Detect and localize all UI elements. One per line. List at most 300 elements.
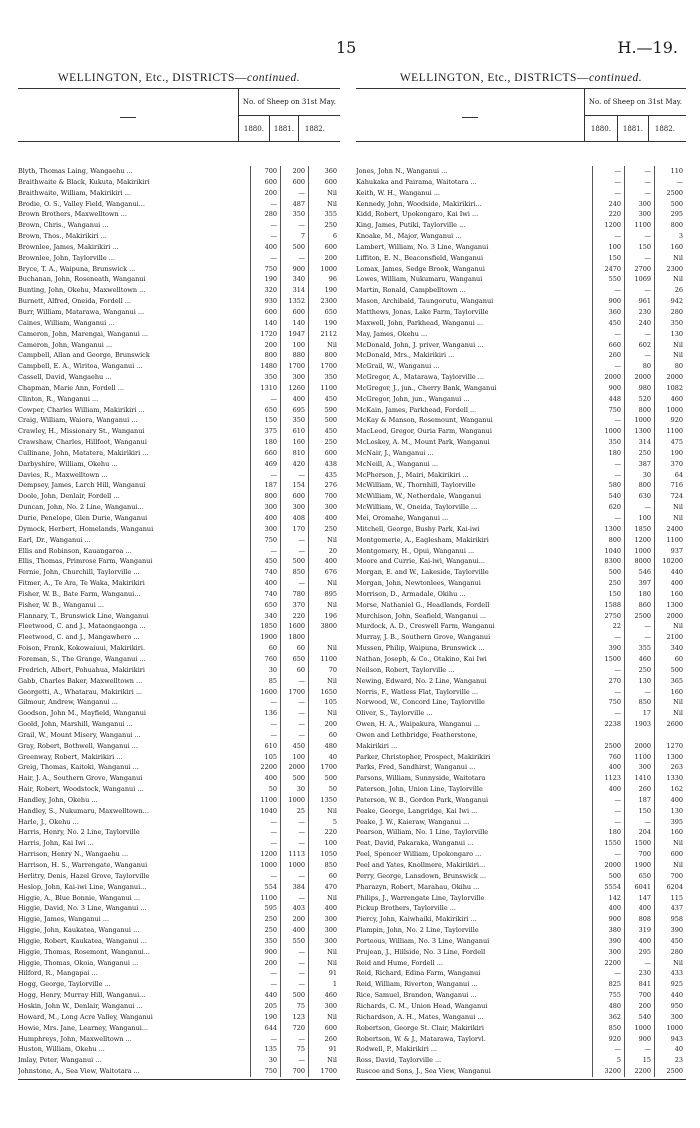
table-row <box>18 860 340 871</box>
sheep-1882: 3800 <box>308 621 340 632</box>
sheep-1881: 1260 <box>280 383 308 394</box>
table-row <box>18 730 340 741</box>
sheep-1881: 240 <box>624 318 654 329</box>
sheep-1881: 1000 <box>624 1023 654 1034</box>
sheep-1882: 958 <box>654 914 686 925</box>
sheep-1880: 750 <box>592 697 624 708</box>
sheep-1882: 200 <box>308 253 340 264</box>
sheep-1882: Nil <box>654 350 686 361</box>
owner-name: Neilson, Robert, Taylorville ... <box>356 665 455 674</box>
sheep-1880: 595 <box>250 903 280 914</box>
sheep-1881: 400 <box>624 936 654 947</box>
sheep-1882: 700 <box>654 871 686 882</box>
sheep-1882: Nil <box>654 838 686 849</box>
sheep-1880: 1040 <box>250 806 280 817</box>
table-row <box>356 274 686 285</box>
sheep-1882: 110 <box>654 166 686 177</box>
sheep-1880: 660 <box>250 448 280 459</box>
sheep-1882: 1270 <box>654 741 686 752</box>
year-columns <box>585 89 686 141</box>
sheep-1880: 660 <box>592 340 624 351</box>
sheep-1882: 937 <box>654 546 686 557</box>
sheep-1880: 270 <box>592 676 624 687</box>
sheep-1880: — <box>250 199 280 210</box>
table-row <box>356 882 686 893</box>
sheep-1880: — <box>250 470 280 481</box>
sheep-1882: 440 <box>654 567 686 578</box>
sheep-1880: 400 <box>250 773 280 784</box>
sheep-1881: — <box>280 838 308 849</box>
sheep-1882: 2400 <box>654 524 686 535</box>
table-row <box>356 502 686 513</box>
table-row <box>356 925 686 936</box>
owner-name: Moore and Currie, Kai-iwi, Wanganui... <box>356 557 485 566</box>
sheep-1881: — <box>624 166 654 177</box>
table-row <box>18 882 340 893</box>
sheep-1880: 1850 <box>250 621 280 632</box>
sheep-1880: 250 <box>250 925 280 936</box>
table-row <box>356 567 686 578</box>
sheep-1881: 500 <box>280 556 308 567</box>
table-row <box>18 448 340 459</box>
table-row <box>18 253 340 264</box>
owner-name: Howard, M., Long Acre Valley, Wanganui <box>18 1012 153 1021</box>
table-row <box>356 535 686 546</box>
sheep-1882: 60 <box>654 654 686 665</box>
sheep-1880: 900 <box>592 914 624 925</box>
owner-name: Reid, William, Riverton, Wanganui ... <box>356 980 478 989</box>
sheep-1880: 180 <box>250 437 280 448</box>
sheep-1882: 2600 <box>654 719 686 730</box>
sheep-1882: 60 <box>308 871 340 882</box>
sheep-1881: 300 <box>624 209 654 220</box>
sheep-1881: 230 <box>624 968 654 979</box>
sheep-1881: 295 <box>624 947 654 958</box>
sheep-1881: — <box>280 893 308 904</box>
year-1880: 1880. <box>585 116 618 141</box>
table-row <box>18 947 340 958</box>
owner-name: McGrail, W., Wanganui ... <box>356 362 440 371</box>
table-row <box>18 1023 340 1034</box>
sheep-1881: 200 <box>280 914 308 925</box>
owner-name: Howie, Mrs. Jane, Learney, Wanganui... <box>18 1023 149 1032</box>
sheep-1881: 187 <box>624 795 654 806</box>
sheep-1881: 6041 <box>624 882 654 893</box>
sheep-1882: 1330 <box>654 773 686 784</box>
sheep-1882: 96 <box>308 274 340 285</box>
table-row <box>356 741 686 752</box>
sheep-1882: 460 <box>654 394 686 405</box>
sheep-1881: 15 <box>624 1055 654 1066</box>
owner-name: Johnstone, A., Sea View, Waitotara ... <box>18 1067 140 1076</box>
sheep-1881: — <box>624 231 654 242</box>
sheep-1880: 150 <box>592 253 624 264</box>
sheep-1880: 50 <box>250 784 280 795</box>
sheep-1880: 200 <box>250 340 280 351</box>
owner-name: Hoskin, John W., Denlair, Wanganui ... <box>18 1001 143 1010</box>
sheep-1881: 340 <box>280 274 308 285</box>
table-bottom-rule <box>18 1079 340 1080</box>
sheep-1881: 7 <box>280 231 308 242</box>
owner-name: Perry, George, Lansdown, Brunswick ... <box>356 871 487 880</box>
sheep-1881: 1000 <box>624 546 654 557</box>
sheep-1882: 250 <box>308 524 340 535</box>
sheep-1881: 1700 <box>280 687 308 698</box>
sheep-1881: — <box>624 177 654 188</box>
owner-name: Montgomery, H., Opui, Wanganui ... <box>356 546 475 555</box>
table-row <box>18 687 340 698</box>
sheep-1881: 319 <box>624 925 654 936</box>
table-row <box>356 372 686 383</box>
owner-name: Braithwaite, William, Makirikiri ... <box>18 188 132 197</box>
table-row <box>18 535 340 546</box>
sheep-1882: 300 <box>308 914 340 925</box>
owner-name: McNair, J., Wanganui ... <box>356 448 434 457</box>
right-column <box>356 72 686 1080</box>
sheep-1881: 220 <box>280 611 308 622</box>
sheep-1880 <box>592 730 624 741</box>
sheep-1882 <box>654 730 686 741</box>
table-row <box>356 600 686 611</box>
sheep-1881: — <box>280 817 308 828</box>
sheep-1882: Nil <box>308 676 340 687</box>
table-row <box>18 1001 340 1012</box>
owner-name: Peel and Yates, Knollmere, Makirikiri... <box>356 861 486 869</box>
sheep-1882: 1050 <box>308 849 340 860</box>
owner-name: Crawley, H., Missionary St., Wanganui <box>18 427 145 436</box>
sheep-1881: 650 <box>280 654 308 665</box>
table-row <box>18 470 340 481</box>
sheep-1882: 475 <box>654 437 686 448</box>
sheep-1880: — <box>592 1044 624 1055</box>
sheep-1882: Nil <box>308 958 340 969</box>
table-row <box>356 1055 686 1066</box>
owner-name: Paterson, John, Union Line, Taylorville <box>356 785 483 794</box>
sheep-1882: Nil <box>654 708 686 719</box>
sheep-1882: Nil <box>654 274 686 285</box>
sheep-1882: 280 <box>654 947 686 958</box>
year-columns <box>239 89 340 141</box>
sheep-1881: — <box>280 827 308 838</box>
table-row <box>18 665 340 676</box>
table-row <box>356 415 686 426</box>
table-row <box>356 893 686 904</box>
owner-name: Murdock, A. D., Creswell Farm, Wanganui <box>356 622 495 631</box>
sheep-1880: 800 <box>250 491 280 502</box>
owner-name: Peel, Spencer William, Upokongaro ... <box>356 850 482 859</box>
table-row <box>18 426 340 437</box>
sheep-1882: 276 <box>308 480 340 491</box>
sheep-1882: 115 <box>654 893 686 904</box>
table-row <box>18 285 340 296</box>
sheep-1881: 1000 <box>280 795 308 806</box>
owner-name: McDonald, John, J. priver, Wanganui ... <box>356 340 484 349</box>
sheep-1880: 1100 <box>250 795 280 806</box>
table-row <box>356 860 686 871</box>
sheep-1881: — <box>280 708 308 719</box>
table-row <box>356 556 686 567</box>
sheep-1881: 487 <box>280 199 308 210</box>
sheep-1880: 60 <box>250 643 280 654</box>
table-row <box>18 242 340 253</box>
sheep-1880: 390 <box>592 643 624 654</box>
sheep-1880: 390 <box>592 936 624 947</box>
owner-name: Goodson, John M., Mayfield, Wanganui <box>18 709 146 718</box>
sheep-1880: — <box>250 546 280 557</box>
sheep-1880: 1900 <box>250 632 280 643</box>
sheep-1881: — <box>624 817 654 828</box>
sheep-1882: Nil <box>308 340 340 351</box>
sheep-1881: 630 <box>624 491 654 502</box>
sheep-1880: — <box>592 513 624 524</box>
table-row <box>356 838 686 849</box>
owner-name: Grail, W., Mount Misery, Wanganui ... <box>18 730 141 739</box>
sheep-1882: 437 <box>654 903 686 914</box>
owner-name: Norris, F., Watless Flat, Taylorville ... <box>356 687 479 696</box>
owner-name: Newing, Edward, No. 2 Line, Wanganui <box>356 676 487 685</box>
left-table-header <box>18 88 340 142</box>
owner-name: Goold, John, Marshill, Wanganui ... <box>18 720 133 729</box>
sheep-1880: 750 <box>592 405 624 416</box>
sheep-1881: 500 <box>280 990 308 1001</box>
sheep-1880: — <box>592 188 624 199</box>
sheep-1881: 808 <box>624 914 654 925</box>
sheep-1881: — <box>624 1044 654 1055</box>
owner-name: Maxwell, John, Parkhead, Wanganui ... <box>356 318 484 327</box>
sheep-1882: 724 <box>654 491 686 502</box>
sheep-1880: 1123 <box>592 773 624 784</box>
owner-name: Harris, Henry, No. 2 Line, Taylorville <box>18 828 140 837</box>
sheep-1882: Nil <box>654 340 686 351</box>
sheep-1882: 1700 <box>308 762 340 773</box>
table-row <box>18 849 340 860</box>
owner-name: MacLeod, Gregor, Ouria Farm, Wanganui <box>356 427 492 436</box>
sheep-1881: 314 <box>280 285 308 296</box>
owner-name: Handley, John, Okehu ... <box>18 795 98 804</box>
sheep-1880: — <box>250 827 280 838</box>
owner-name: McNeill, A., Wanganui ... <box>356 459 439 468</box>
sheep-1880: 5554 <box>592 882 624 893</box>
table-row <box>356 979 686 990</box>
sheep-1882: 400 <box>308 556 340 567</box>
sheep-1882: 1000 <box>654 405 686 416</box>
sheep-1880: — <box>592 459 624 470</box>
sheep-1880: 2000 <box>592 860 624 871</box>
sheep-1880: — <box>592 231 624 242</box>
owner-name: Reid and Hume, Fordell ... <box>356 958 443 967</box>
sheep-1880: 250 <box>592 578 624 589</box>
sheep-1882: 925 <box>654 979 686 990</box>
sheep-1881: 1069 <box>624 274 654 285</box>
owner-name: Pickup Brothers, Taylorville ... <box>356 904 456 913</box>
table-row <box>18 502 340 513</box>
owner-name: May, James, Okehu ... <box>356 329 428 338</box>
owner-name: Higgie, A., Blue Bonnie, Wanganui ... <box>18 893 141 902</box>
sheep-1882: 91 <box>308 1044 340 1055</box>
owner-name: Owen and Lethbridge, Featherstone, <box>356 730 478 739</box>
sheep-1881: 230 <box>624 307 654 318</box>
sheep-1881: — <box>624 350 654 361</box>
owner-name: Brownlee, John, Taylorville ... <box>18 253 115 262</box>
sheep-1880: — <box>250 394 280 405</box>
sheep-1881: 700 <box>624 849 654 860</box>
table-row <box>356 340 686 351</box>
sheep-1882: 300 <box>308 502 340 513</box>
table-row <box>356 752 686 763</box>
table-row <box>18 1034 340 1045</box>
sheep-1881: 602 <box>624 340 654 351</box>
owner-name: Fleetwood, C. and J., Mangawhero ... <box>18 633 140 642</box>
owner-name: Ross, David, Taylorville ... <box>356 1056 442 1065</box>
table-row <box>356 1044 686 1055</box>
sheep-1882: 23 <box>654 1055 686 1066</box>
sheep-1882: 600 <box>654 849 686 860</box>
owner-name: Bryce, T. A., Waipuna, Brunswick ... <box>18 264 136 273</box>
owner-name: Prujean, J., Hillside, No. 3 Line, Fordell <box>356 947 486 956</box>
sheep-1881: — <box>624 188 654 199</box>
owner-name: Georgetti, A., Whatarau, Makirikiri ... <box>18 687 143 696</box>
owner-name: Heslop, John, Kai-iwi Line, Wanganui... <box>18 882 147 891</box>
sheep-1882: Nil <box>654 253 686 264</box>
table-row <box>356 611 686 622</box>
owner-name: Greenway, Robert, Makirikiri ... <box>18 752 123 761</box>
sheep-1881: 147 <box>624 893 654 904</box>
sheep-1882: 1100 <box>308 654 340 665</box>
table-row <box>18 220 340 231</box>
table-row <box>18 697 340 708</box>
table-row <box>356 719 686 730</box>
sheep-1882: 1000 <box>654 1023 686 1034</box>
sheep-1882: 350 <box>308 372 340 383</box>
sheep-1880: 644 <box>250 1023 280 1034</box>
table-row <box>18 524 340 535</box>
owner-name: Mason, Archibald, Taungorutu, Wanganui <box>356 297 494 306</box>
table-row <box>356 296 686 307</box>
owner-name: Fredrich, Albert, Pohuahua, Makirikiri <box>18 665 145 674</box>
owner-name: Morrison, D., Armadale, Okihu ... <box>356 589 466 598</box>
table-row <box>18 979 340 990</box>
owner-name: Hilford, R., Mangapai ... <box>18 969 98 978</box>
sheep-1882: 263 <box>654 762 686 773</box>
owner-name: Philips, J., Warrengate Line, Taylorville <box>356 893 485 902</box>
owner-name: Peake, J. W., Kaieraw, Wanganui ... <box>356 817 470 826</box>
sheep-1881: 900 <box>624 1034 654 1045</box>
owner-name: Piercy, John, Kaiwhaiki, Makirikiri ... <box>356 915 477 924</box>
table-row <box>356 329 686 340</box>
sheep-1882: 1700 <box>308 1066 340 1077</box>
owner-name: Rice, Samuel, Brandon, Wanganui ... <box>356 991 477 1000</box>
sheep-1882: 390 <box>654 925 686 936</box>
sheep-1881: 314 <box>624 437 654 448</box>
sheep-1882: 91 <box>308 968 340 979</box>
table-bottom-rule <box>356 1079 686 1080</box>
sheep-1882: 6 <box>308 231 340 242</box>
owner-name: Morse, Nathaniel G., Headlands, Fordell <box>356 600 490 609</box>
table-row <box>18 1012 340 1023</box>
table-row <box>356 990 686 1001</box>
sheep-1881: 100 <box>280 752 308 763</box>
table-row <box>18 480 340 491</box>
sheep-1881: — <box>624 632 654 643</box>
sheep-1882: 2300 <box>654 264 686 275</box>
sheep-1880: 250 <box>250 914 280 925</box>
sheep-1880: 150 <box>592 589 624 600</box>
sheep-1882: 400 <box>308 903 340 914</box>
sheep-1881: 123 <box>280 1012 308 1023</box>
table-row <box>18 491 340 502</box>
year-1881: 1881. <box>618 116 649 141</box>
owner-name: Robertson, George St. Clair, Makirikiri <box>356 1023 484 1032</box>
table-row <box>356 589 686 600</box>
owner-name: Kidd, Robert, Upokongaro, Kai Iwi ... <box>356 210 479 219</box>
sheep-1881: 140 <box>280 318 308 329</box>
sheep-1880: 136 <box>250 708 280 719</box>
sheep-1881: 1100 <box>624 752 654 763</box>
sheep-1882: 600 <box>308 177 340 188</box>
owner-name: Flannary, T., Brunswick Line, Wanganui <box>18 611 149 620</box>
sheep-1882: 2100 <box>654 632 686 643</box>
sheep-1882: — <box>654 177 686 188</box>
owner-name: Morgan, E. and W., Lakeside, Taylorville <box>356 568 489 577</box>
table-row <box>18 556 340 567</box>
sheep-1881: 200 <box>624 1001 654 1012</box>
table-row <box>18 643 340 654</box>
sheep-1882: 162 <box>654 784 686 795</box>
table-row <box>356 350 686 361</box>
table-row <box>18 893 340 904</box>
sheep-1882: 190 <box>308 318 340 329</box>
sheep-1880: 1000 <box>250 860 280 871</box>
sheep-1882: 800 <box>308 350 340 361</box>
sheep-1880: — <box>592 329 624 340</box>
sheep-1880: 650 <box>250 405 280 416</box>
owner-name: Fleetwood, C. and J., Mataongaonga ... <box>18 622 146 631</box>
sheep-1881: 180 <box>624 589 654 600</box>
sheep-1882: 250 <box>308 220 340 231</box>
sheep-1881: 408 <box>280 513 308 524</box>
owner-name: Pharazyn, Robert, Marahau, Okihu ... <box>356 882 480 891</box>
sheep-1881: 150 <box>624 242 654 253</box>
owner-name: Bunting, John, Okehu, Maxwelltown ... <box>18 286 146 295</box>
sheep-1881: 80 <box>624 361 654 372</box>
table-row <box>356 318 686 329</box>
sheep-1881: 500 <box>280 773 308 784</box>
sheep-1880: — <box>250 697 280 708</box>
sheep-1882: 435 <box>308 470 340 481</box>
sheep-1881: 520 <box>624 394 654 405</box>
table-row <box>356 361 686 372</box>
sheep-1881: — <box>280 958 308 969</box>
sheep-1881: 850 <box>624 697 654 708</box>
sheep-1881: 1903 <box>624 719 654 730</box>
sheep-1880: 375 <box>250 426 280 437</box>
sheep-1880: 320 <box>250 285 280 296</box>
sheep-1882: 433 <box>654 968 686 979</box>
owner-name: Owen, H. A., Waipakura, Wanganui ... <box>356 720 481 729</box>
sheep-1880: — <box>592 849 624 860</box>
sheep-1881: — <box>624 621 654 632</box>
sheep-1880: 500 <box>592 871 624 882</box>
table-row <box>356 242 686 253</box>
owner-name: Herlitry, Denis, Hazel Grove, Taylorville <box>18 871 150 880</box>
table-row <box>356 491 686 502</box>
sheep-1880: 1000 <box>592 426 624 437</box>
sheep-1882: 450 <box>654 936 686 947</box>
sheep-1880: 850 <box>592 1023 624 1034</box>
owner-name: Brodie, O. S., Valley Field, Wanganui... <box>18 199 145 208</box>
table-row <box>356 784 686 795</box>
table-row <box>356 914 686 925</box>
